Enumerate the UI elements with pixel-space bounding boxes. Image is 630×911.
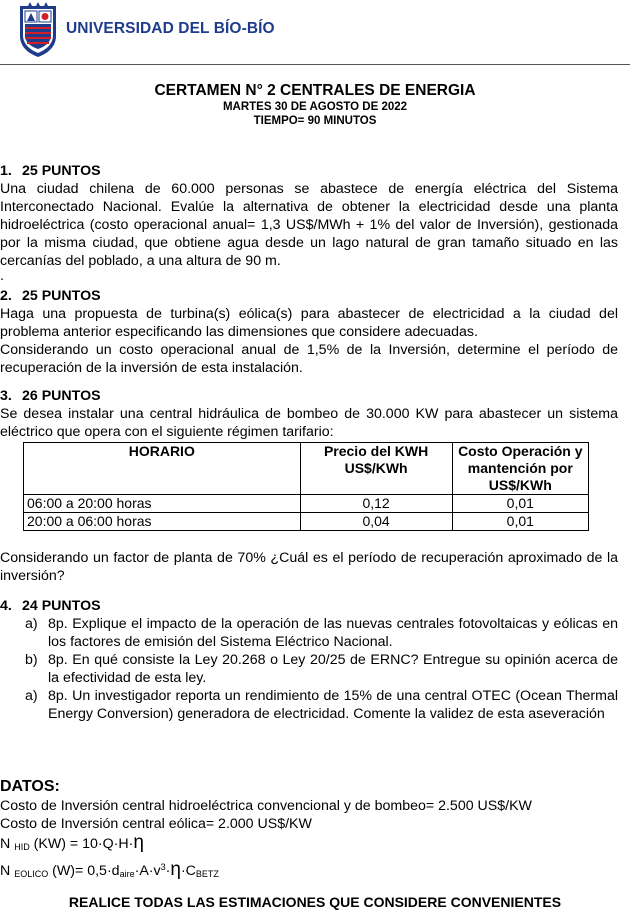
exam-time: TIEMPO= 90 MINUTOS [253,115,377,127]
tariff-header-costo: Costo Operación y mantención por US$/KWh [452,443,588,495]
tariff-cell-costo: 0,01 [452,513,588,531]
question-3-text: Se desea instalar una central hidráulica de bombeo de 30.000 KW para abastecer un sistema eléctrico que opera con el siguiente régimen tarifario: [0,406,618,440]
separator-dot: . [0,268,4,284]
tariff-header-horario: HORARIO [24,443,301,495]
list-item-label: a) [25,616,38,632]
question-2 [0,287,618,377]
table-row [24,495,589,513]
formula-hydro: N $_{HID}$ (KW) = 10·Q·H·η [0,832,144,853]
list-item-label: a) [25,688,38,704]
header-divider [0,64,630,65]
tariff-cell-horario: 06:00 a 20:00 horas [24,495,301,513]
question-4-number: 4. [0,598,12,614]
formula-wind: N $_{EOLICO}$ $(W)= 0,5\cdot d_{aire}\cdot A\cdot v^3\cdot\eta\cdot C_{BETZ}$ [0,859,219,880]
list-item [0,615,618,651]
question-1-number: 1. [0,163,12,179]
question-2-text-2: Considerando un costo operacional anual de 1,5% de la Inversión, determine el período de recuperación de la inversión de esta instalación. [0,342,618,376]
question-2-points: 25 PUNTOS [22,288,101,304]
datos-line-2: Costo de Inversión central eólica= 2.000 US$/KW [0,816,312,832]
exam-date: MARTES 30 DE AGOSTO DE 2022 [222,101,408,113]
list-item [0,687,618,723]
exam-title: CERTAMEN N° 2 CENTRALES DE ENERGIA [154,82,476,99]
question-3-points: 26 PUNTOS [22,388,101,404]
tariff-table [23,442,589,531]
tariff-cell-costo: 0,01 [452,495,588,513]
footer-instruction: REALICE TODAS LAS ESTIMACIONES QUE CONSIDERE CONVENIENTES [68,894,562,910]
datos-section [0,777,618,884]
tariff-cell-precio: 0,04 [300,513,452,531]
datos-line-1: Costo de Inversión central hidroeléctrica convencional y de bombeo= 2.500 US$/KW [0,798,532,814]
question-3 [0,387,618,585]
table-row [24,513,589,531]
question-1-text: Una ciudad chilena de 60.000 personas se abastece de energía eléctrica del Sistema Interconectado Nacional. Evalúe la alternativa de obtener la electricidad desde una planta hidroeléctrica (costo operacional anual= 1,3 US$/MWh + 1% del valor de Inversión), gestionada por la misma ciudad, que obtiene agua desde un lago natural de gran tamaño situado en las cercanías del poblado, a una altura de 90 m. [0,181,618,269]
question-4 [0,597,618,723]
question-3-followup: Considerando un factor de planta de 70% ¿Cuál es el período de recuperación aproximado de la inversión? [0,550,618,584]
question-2-text-1: Haga una propuesta de turbina(s) eólica(s) para abastecer de electricidad a la ciudad del problema anterior especificando las dimensiones que considere adecuadas. [0,306,618,340]
university-name: UNIVERSIDAD DEL BÍO-BÍO [66,20,275,37]
question-3-number: 3. [0,388,12,404]
tariff-cell-precio: 0,12 [300,495,452,513]
question-2-number: 2. [0,288,12,304]
list-item-label: b) [25,652,38,668]
tariff-header-precio: Precio del KWH US$/KWh [300,443,452,495]
question-4-points: 24 PUNTOS [22,598,101,614]
question-3-heading [0,387,618,405]
question-2-heading [0,287,618,305]
list-item-text: 8p. Explique el impacto de la operación de las nuevas centrales fotovoltaicas y eólicas en los factores de emisión del Sistema Eléctrico Nacional. [48,616,618,650]
tariff-table-header-row [24,443,589,495]
question-1-points: 25 PUNTOS [22,163,101,179]
question-1-heading [0,162,618,180]
list-item-text: 8p. Un investigador reporta un rendimiento de 15% de una central OTEC (Ocean Thermal Energy Conversion) generadora de electricidad. Comente la validez de esta aseveración [48,688,618,722]
tariff-cell-horario: 20:00 a 06:00 horas [24,513,301,531]
list-item [0,651,618,687]
datos-title: DATOS: [0,778,60,795]
question-1 [0,162,618,282]
university-crest-logo [18,2,58,58]
question-4-heading [0,597,618,615]
list-item-text: 8p. En qué consiste la Ley 20.268 o Ley 20/25 de ERNC? Entregue su opinión acerca de la efectividad de esta ley. [48,652,618,686]
exam-title-block [0,82,630,128]
question-4-items [0,615,618,723]
